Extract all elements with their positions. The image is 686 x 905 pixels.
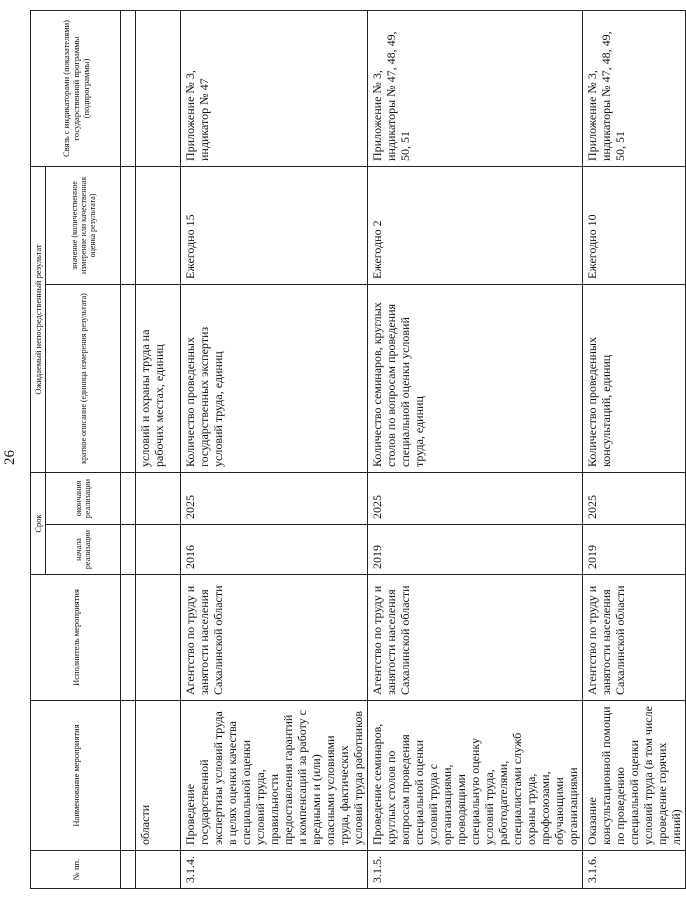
continuation-result-desc: условий и охраны труда на рабочих местах, единиц [136,285,181,473]
row-result-desc: Количество проведенных консультаций, единиц [583,285,686,473]
table-row [368,11,583,889]
header-term-start: начала реализации [46,525,121,575]
row-end: 2025 [368,473,583,525]
measures-table [30,10,686,889]
row-num: 3.1.4. [181,851,368,889]
header-link: Связь с индикаторами (показателями) государственной программы (подпрограммы) [31,11,121,167]
header-executor: Исполнитель мероприятия [31,575,121,701]
table-row [181,11,368,889]
column-number-row [121,11,136,889]
header-result: Ожидаемый непосредственный результат [31,167,46,473]
row-num: 3.1.5. [368,851,583,889]
row-result-value: Ежегодно 2 [368,167,583,285]
row-end: 2025 [181,473,368,525]
row-link: Приложение № 3, индикаторы № 47, 48, 49, 50, 51 [368,11,583,167]
row-end: 2025 [583,473,686,525]
row-start: 2019 [368,525,583,575]
continuation-name: области [136,701,181,851]
row-name: Проведение государственной экспертизы условий труда в целях оценки качества специальной оценки условий труда, правильности предоставления гарантий и компенсаций за работу с вредными и (или) опасными условиями труда, фактических условий труда работников [181,701,368,851]
header-term-end: окончания реализации [46,473,121,525]
table-row [583,11,686,889]
row-executor: Агентство по труду и занятости населения Сахалинской области [368,575,583,701]
header-name: Наименование мероприятия [31,701,121,851]
page-number: 26 [2,450,18,465]
row-name: Оказание консультационной помощи по проведению специальной оценки условий труда (в том числе проведение горячих линий) [583,701,686,851]
row-link: Приложение № 3, индикаторы № 47, 48, 49, 50, 51 [583,11,686,167]
row-num: 3.1.6. [583,851,686,889]
row-executor: Агентство по труду и занятости населения Сахалинской области [583,575,686,701]
row-link: Приложение № 3, индикатор № 47 [181,11,368,167]
header-num: № пп. [31,851,121,889]
row-name: Проведение семинаров, круглых столов по вопросам проведения специальной оценки условий труда с организациями, проводящими специальную оценку условий труда, работодателями, специалистами служб охраны труда, профсоюзами, обучающими организациями [368,701,583,851]
row-result-value: Ежегодно 15 [181,167,368,285]
continuation-row [136,11,181,889]
row-executor: Агентство по труду и занятости населения Сахалинской области [181,575,368,701]
header-result-value: значение (количественное измерение или качественная оценка результата) [46,167,121,285]
row-start: 2016 [181,525,368,575]
row-result-value: Ежегодно 10 [583,167,686,285]
row-result-desc: Количество семинаров, круглых столов по вопросам проведения специальной оценки условий труда, единиц [368,285,583,473]
header-result-desc: краткое описание (единица измерения результата) [46,285,121,473]
header-term: Срок [31,473,46,575]
row-result-desc: Количество проведенных государственных экспертиз условий труда, единиц [181,285,368,473]
row-start: 2019 [583,525,686,575]
